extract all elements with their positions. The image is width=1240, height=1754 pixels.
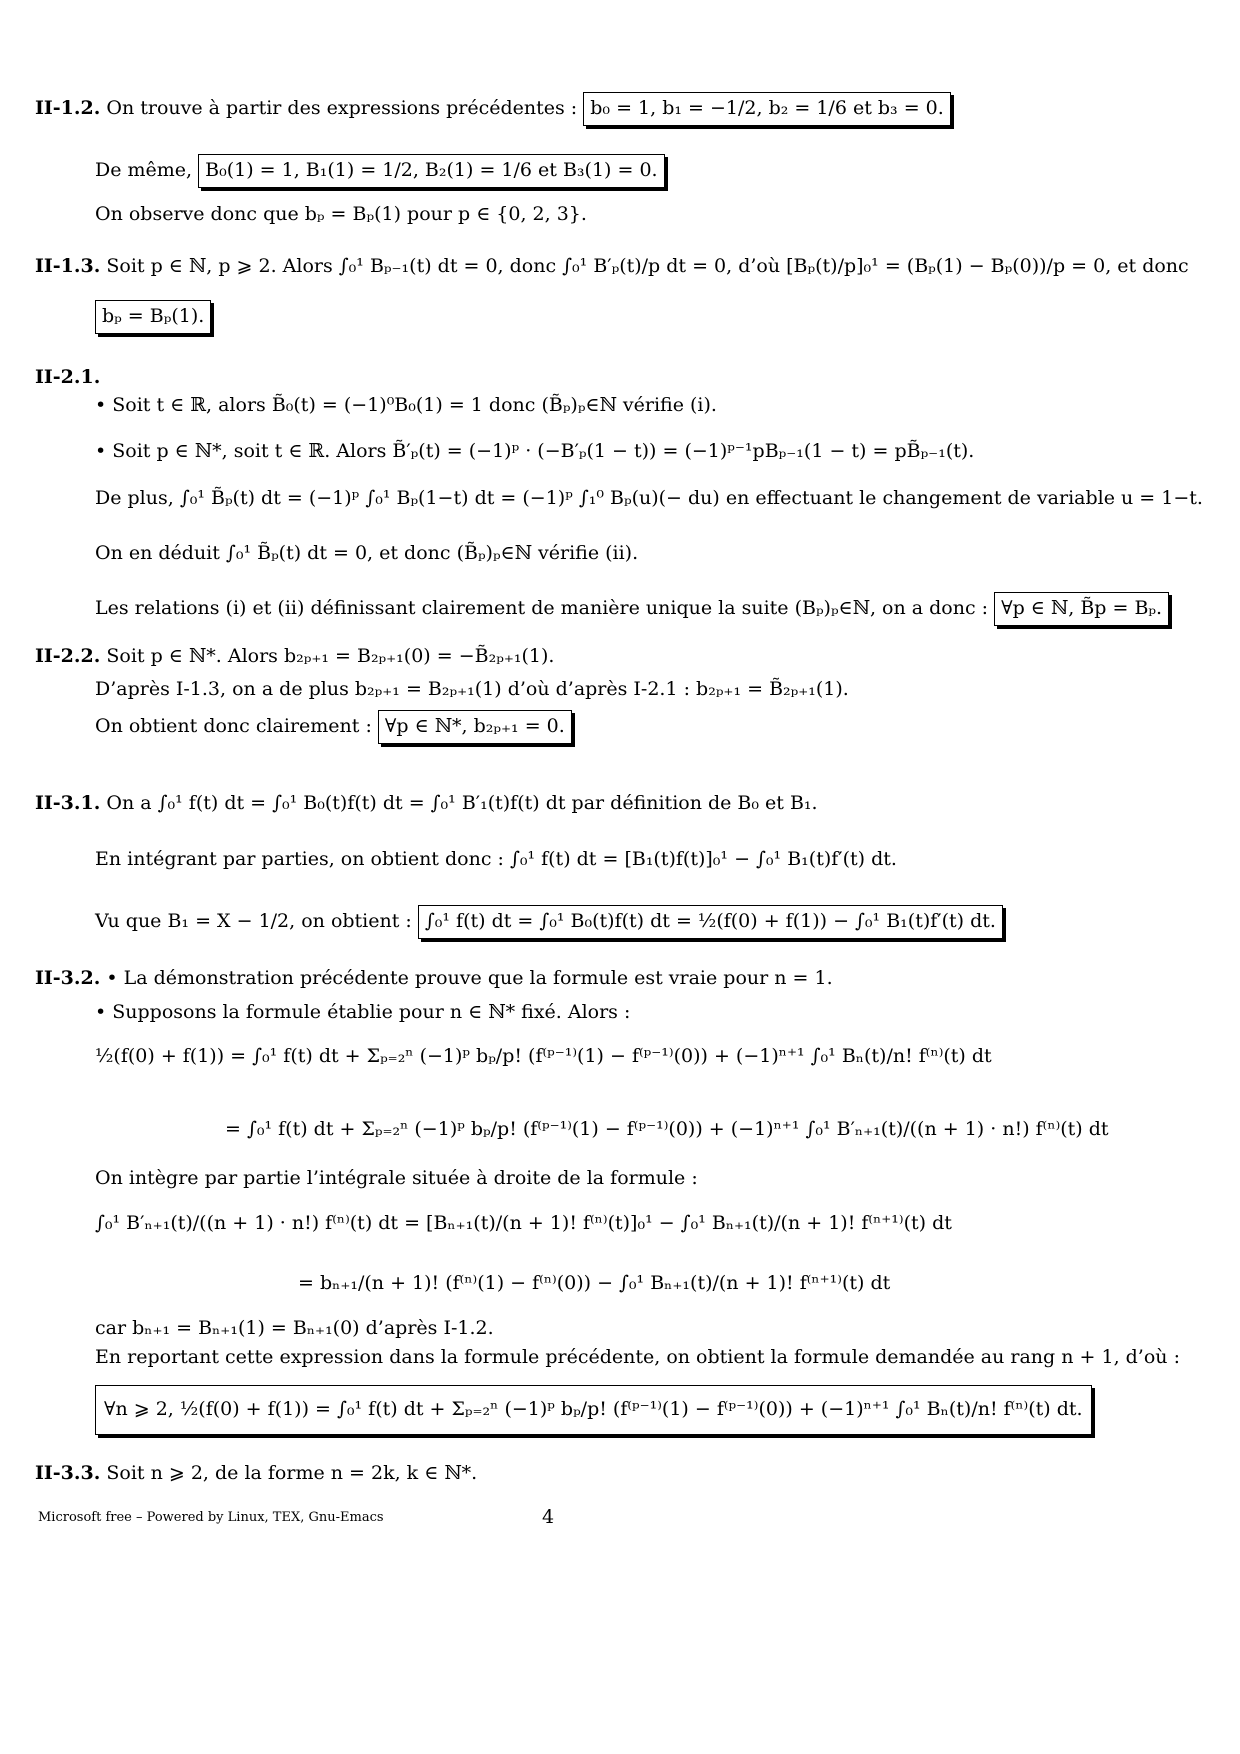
text: • La démonstration précédente prouve que la formule est vraie pour n = 1.: [106, 967, 833, 989]
equation: ∫₀¹ B′ₙ₊₁(t)/((n + 1) · n!) f⁽ⁿ⁾(t) dt = [Bₙ₊₁(t)/(n + 1)! f⁽ⁿ⁾(t)]₀¹ − ∫₀¹ Bₙ₊₁(t)/(n + 1)! f⁽ⁿ⁺¹⁾(t) dt: [95, 1212, 952, 1234]
equation-line: [95, 1385, 1092, 1435]
section-label: II-3.3.: [35, 1462, 101, 1484]
text: • Soit p ∈ ℕ*, soit t ∈ ℝ. Alors B̃′ₚ(t) = (−1)ᵖ · (−B′ₚ(1 − t)) = (−1)ᵖ⁻¹pBₚ₋₁(1 − t) = pB̃ₚ₋₁(t).: [95, 440, 975, 462]
section-label: II-3.1.: [35, 792, 101, 814]
text: On observe donc que bₚ = Bₚ(1) pour p ∈ {0, 2, 3}.: [95, 203, 587, 225]
paragraph-II-3-2: [35, 967, 833, 991]
text: Les relations (i) et (ii) définissant clairement de manière unique la suite (Bₚ)ₚ∈ℕ, on a donc :: [95, 597, 989, 619]
equation: = ∫₀¹ f(t) dt + Σₚ₌₂ⁿ (−1)ᵖ bₚ/p! (f⁽ᵖ⁻¹⁾(1) − f⁽ᵖ⁻¹⁾(0)) + (−1)ⁿ⁺¹ ∫₀¹ B′ₙ₊₁(t)/((n + 1) · n!) f⁽ⁿ⁾(t) dt: [225, 1118, 1109, 1140]
text: Soit p ∈ ℕ*. Alors b₂ₚ₊₁ = B₂ₚ₊₁(0) = −B̃₂ₚ₊₁(1).: [106, 645, 555, 667]
footer-credits: Microsoft free – Powered by Linux, TEX, Gnu-Emacs: [38, 1510, 384, 1525]
paragraph-line: [95, 710, 572, 744]
bullet-line: [95, 394, 717, 418]
text: De plus, ∫₀¹ B̃ₚ(t) dt = (−1)ᵖ ∫₀¹ Bₚ(1−t) dt = (−1)ᵖ ∫₁⁰ Bₚ(u)(− du) en effectuant le changement de variable u = 1−t.: [95, 487, 1203, 509]
text: En reportant cette expression dans la formule précédente, on obtient la formule demandée au rang n + 1, d’où :: [95, 1346, 1180, 1368]
equation-line: [225, 1118, 1109, 1142]
text: Vu que B₁ = X − 1/2, on obtient :: [95, 910, 412, 932]
paragraph-line: [95, 1346, 1180, 1370]
paragraph-II-3-1: [35, 792, 818, 816]
paragraph-line: [95, 848, 897, 872]
paragraph-line: [95, 300, 211, 334]
paragraph-II-1-3: [35, 255, 1189, 279]
section-label: II-3.2.: [35, 967, 101, 989]
paragraph-line: [95, 203, 587, 227]
text: De même,: [95, 159, 193, 181]
paragraph-line: [95, 678, 849, 702]
paragraph-line: [95, 487, 1203, 511]
boxed-result: ∀p ∈ ℕ, B̃p = Bₚ.: [994, 592, 1169, 626]
equation-line: [95, 1045, 992, 1069]
text: On trouve à partir des expressions précédentes :: [106, 97, 578, 119]
paragraph-II-3-3: [35, 1462, 477, 1486]
text: Soit n ⩾ 2, de la forme n = 2k, k ∈ ℕ*.: [106, 1462, 478, 1484]
boxed-result: ∀n ⩾ 2, ½(f(0) + f(1)) = ∫₀¹ f(t) dt + Σₚ₌₂ⁿ (−1)ᵖ bₚ/p! (f⁽ᵖ⁻¹⁾(1) − f⁽ᵖ⁻¹⁾(0)) + (−1)ⁿ⁺¹ ∫₀¹ Bₙ(t)/n! f⁽ⁿ⁾(t) dt.: [95, 1385, 1092, 1435]
page-number: 4: [542, 1506, 555, 1528]
paragraph-line: [95, 1167, 698, 1191]
text: • Supposons la formule établie pour n ∈ ℕ* fixé. Alors :: [95, 1001, 631, 1023]
paragraph-line: [95, 542, 638, 566]
equation-line: [95, 1212, 952, 1236]
section-label: II-1.3.: [35, 255, 101, 277]
paragraph-II-1-2: [35, 92, 951, 126]
text: D’après I-1.3, on a de plus b₂ₚ₊₁ = B₂ₚ₊₁(1) d’où d’après I-2.1 : b₂ₚ₊₁ = B̃₂ₚ₊₁(1).: [95, 678, 849, 700]
paragraph-line: [95, 1317, 494, 1341]
boxed-result: ∀p ∈ ℕ*, b₂ₚ₊₁ = 0.: [378, 710, 572, 744]
text: On obtient donc clairement :: [95, 715, 372, 737]
boxed-result: bₚ = Bₚ(1).: [95, 300, 211, 334]
text: Soit p ∈ ℕ, p ⩾ 2. Alors ∫₀¹ Bₚ₋₁(t) dt = 0, donc ∫₀¹ B′ₚ(t)/p dt = 0, d’où [Bₚ(t)/p]₀¹ = (Bₚ(1) − Bₚ(0))/p = 0, et donc: [106, 255, 1189, 277]
section-label: II-2.1.: [35, 366, 101, 388]
text: On en déduit ∫₀¹ B̃ₚ(t) dt = 0, et donc (B̃ₚ)ₚ∈ℕ vérifie (ii).: [95, 542, 639, 564]
paragraph-II-2-1: [35, 366, 100, 390]
boxed-result: B₀(1) = 1, B₁(1) = 1/2, B₂(1) = 1/6 et B₃(1) = 0.: [198, 154, 664, 188]
section-label: II-1.2.: [35, 97, 101, 119]
text: On a ∫₀¹ f(t) dt = ∫₀¹ B₀(t)f(t) dt = ∫₀¹ B′₁(t)f(t) dt par définition de B₀ et B₁.: [106, 792, 818, 814]
bullet-line: [95, 440, 974, 464]
paragraph-line: [95, 592, 1169, 626]
text: En intégrant par parties, on obtient donc : ∫₀¹ f(t) dt = [B₁(t)f(t)]₀¹ − ∫₀¹ B₁(t)f′(t) dt.: [95, 848, 897, 870]
equation: ½(f(0) + f(1)) = ∫₀¹ f(t) dt + Σₚ₌₂ⁿ (−1)ᵖ bₚ/p! (f⁽ᵖ⁻¹⁾(1) − f⁽ᵖ⁻¹⁾(0)) + (−1)ⁿ⁺¹ ∫₀¹ Bₙ(t)/n! f⁽ⁿ⁾(t) dt: [95, 1045, 992, 1067]
boxed-result: ∫₀¹ f(t) dt = ∫₀¹ B₀(t)f(t) dt = ½(f(0) + f(1)) − ∫₀¹ B₁(t)f′(t) dt.: [418, 905, 1003, 939]
equation-line: [298, 1272, 890, 1296]
paragraph-II-2-2: [35, 645, 554, 669]
text: car bₙ₊₁ = Bₙ₊₁(1) = Bₙ₊₁(0) d’après I-1.2.: [95, 1317, 494, 1339]
paragraph-line: [95, 905, 1003, 939]
bullet-line: [95, 1001, 630, 1025]
section-label: II-2.2.: [35, 645, 101, 667]
boxed-result: b₀ = 1, b₁ = −1/2, b₂ = 1/6 et b₃ = 0.: [583, 92, 951, 126]
paragraph-line: [95, 154, 665, 188]
equation: = bₙ₊₁/(n + 1)! (f⁽ⁿ⁾(1) − f⁽ⁿ⁾(0)) − ∫₀¹ Bₙ₊₁(t)/(n + 1)! f⁽ⁿ⁺¹⁾(t) dt: [298, 1272, 891, 1294]
text: • Soit t ∈ ℝ, alors B̃₀(t) = (−1)⁰B₀(1) = 1 donc (B̃ₚ)ₚ∈ℕ vérifie (i).: [95, 394, 717, 416]
text: On intègre par partie l’intégrale située à droite de la formule :: [95, 1167, 698, 1189]
